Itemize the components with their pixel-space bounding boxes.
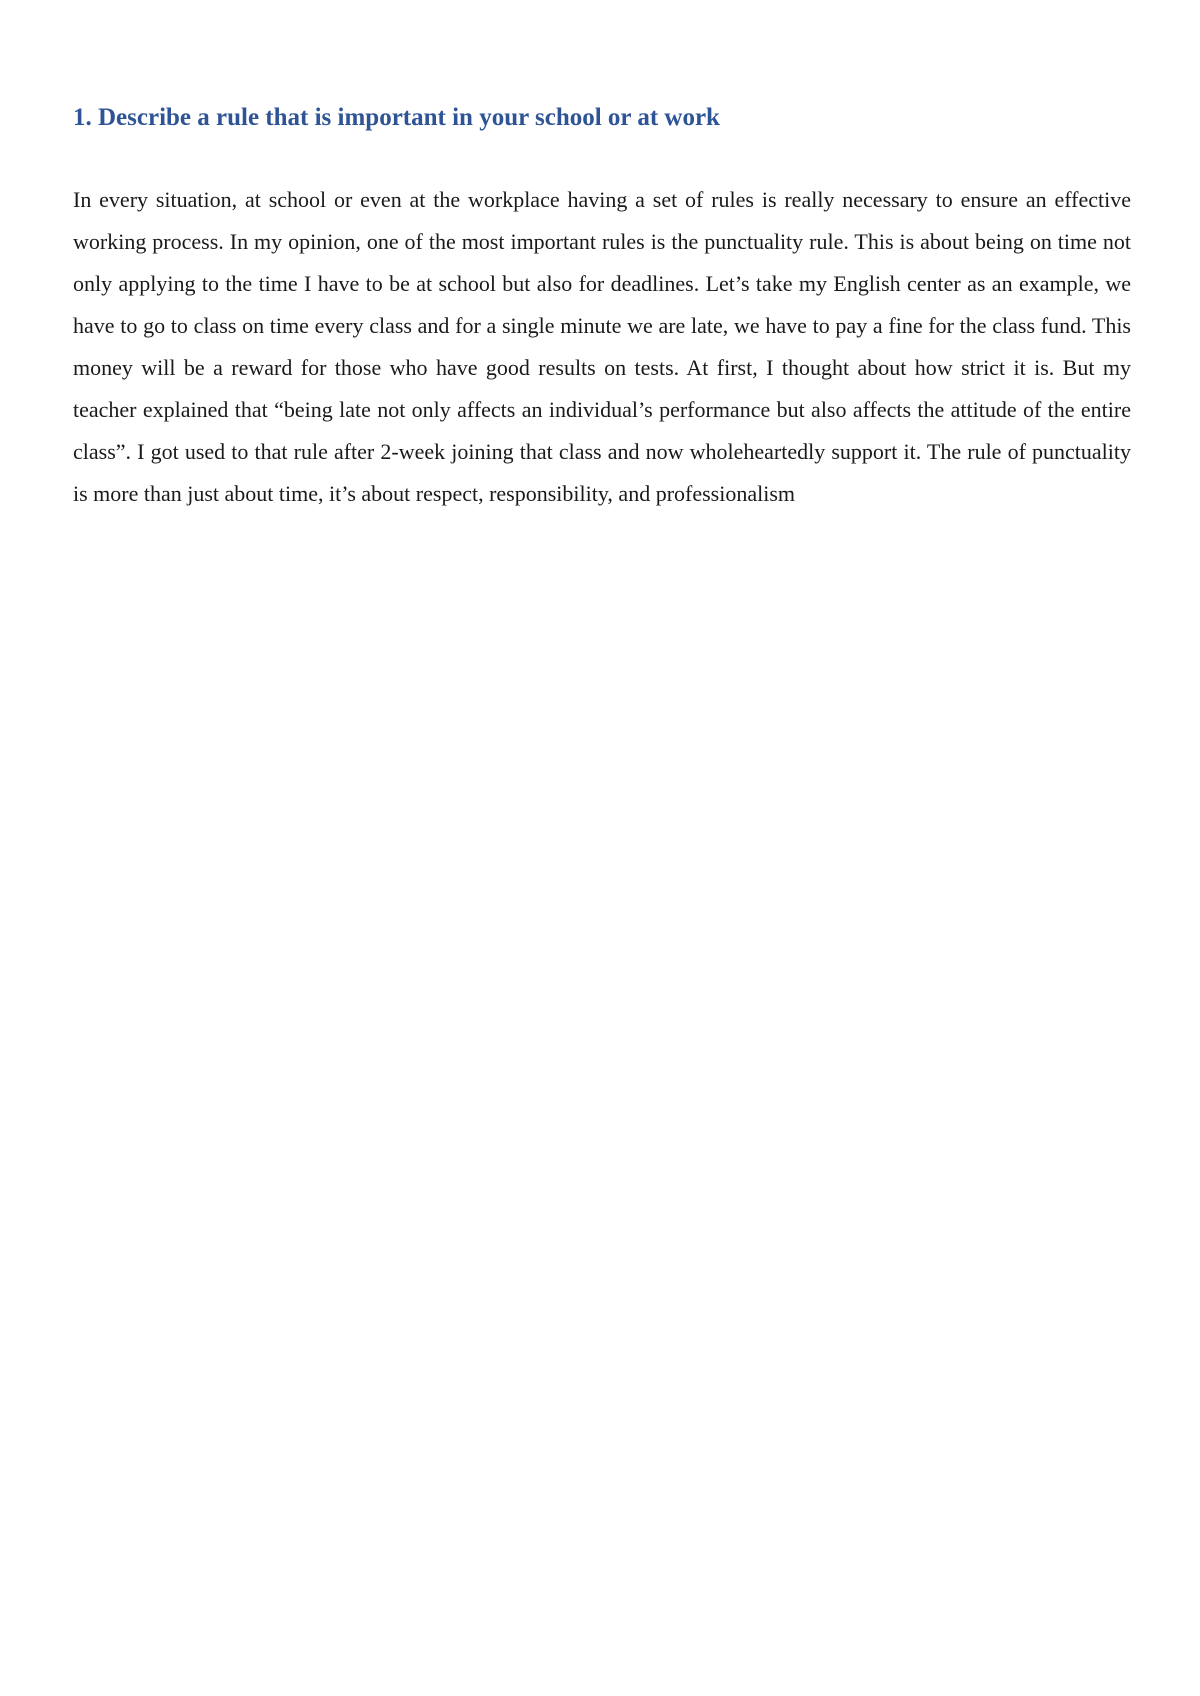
document-content [73, 96, 1131, 515]
section-heading: 1. Describe a rule that is important in your school or at work [73, 104, 720, 131]
body-paragraph: In every situation, at school or even at the workplace having a set of rules is really necessary to ensure an effective working process. In my opinion, one of the most important rules is the punctuality rule. This is about being on time not only applying to the time I have to be at school but also for deadlines. Let’s take my English center as an example, we have to go to class on time every class and for a single minute we are late, we have to pay a fine for the class fund. This money will be a reward for those who have good results on tests. At first, I thought about how strict it is. But my teacher explained that “being late not only affects an individual’s performance but also affects the attitude of the entire class”. I got used to that rule after 2-week joining that class and now wholeheartedly support it. The rule of punctuality is more than just about time, it’s about respect, responsibility, and professionalism [73, 187, 1131, 506]
